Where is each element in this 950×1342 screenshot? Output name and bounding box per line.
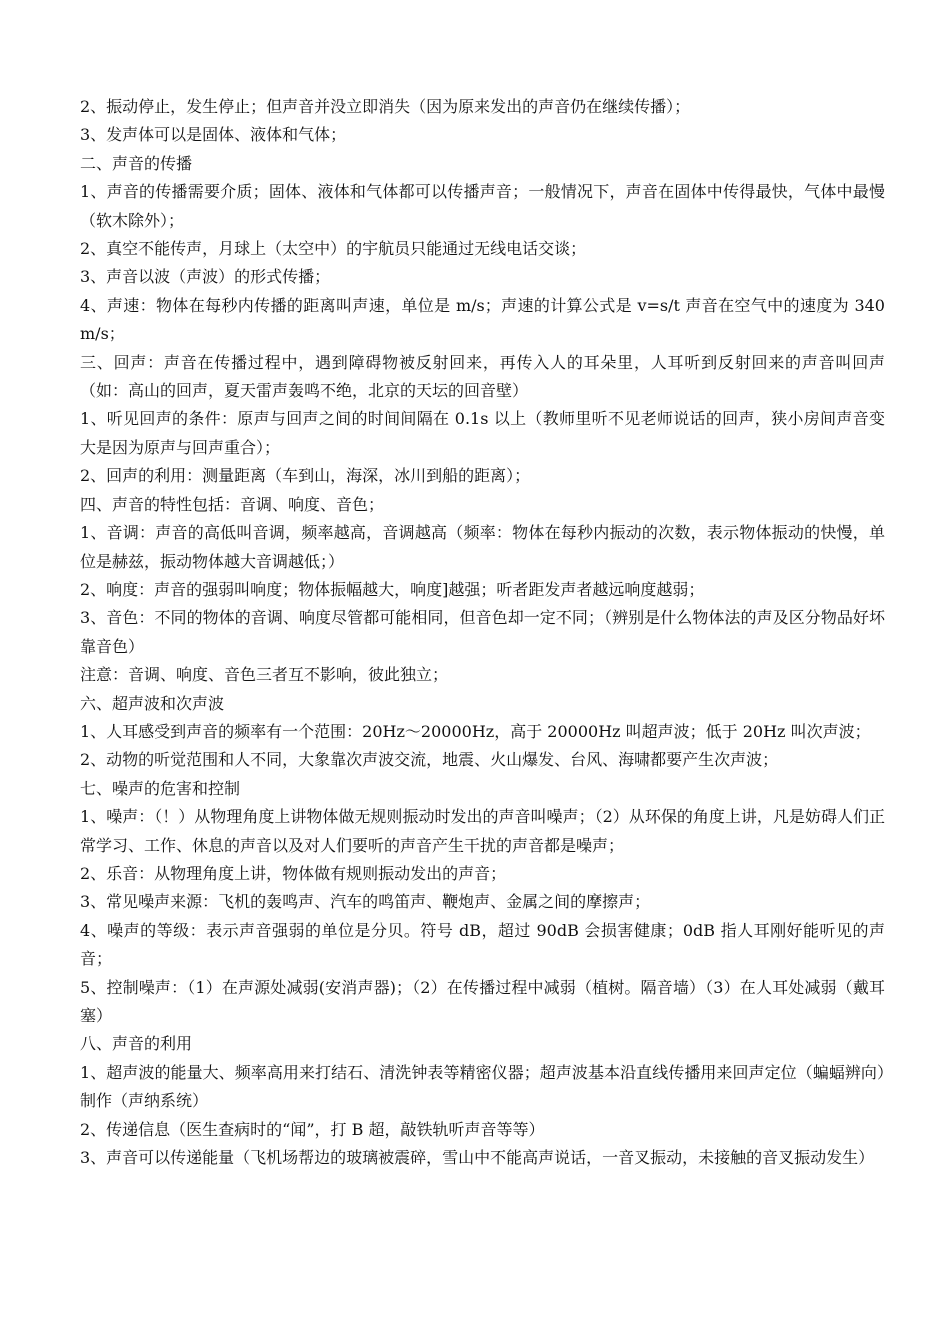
section-heading-uses: 八、声音的利用 xyxy=(80,1034,193,1054)
paragraph-24: 5、控制噪声：（1）在声源处减弱(安消声器)；（2）在传播过程中减弱（植树。隔音墙）（3）在人耳处减弱（戴耳塞） xyxy=(80,977,885,1025)
paragraph-22: 3、常见噪声来源：飞机的轰鸣声、汽车的鸣笛声、鞭炮声、金属之间的摩擦声； xyxy=(80,892,651,912)
paragraph-12: 1、音调：声音的高低叫音调，频率越高，音调越高（频率：物体在每秒内振动的次数，表示物体振动的快慢，单位是赫兹，振动物体越大音调越低；） xyxy=(80,523,885,571)
paragraph-26: 1、超声波的能量大、频率高用来打结石、清洗钟表等精密仪器；超声波基本沿直线传播用来回声定位（蝙蝠辨向）制作（声纳系统） xyxy=(80,1062,885,1111)
paragraph-23: 4、噪声的等级：表示声音强弱的单位是分贝。符号 dB，超过 90dB 会损害健康；0dB 指人耳刚好能听见的声音； xyxy=(80,920,885,969)
paragraph-14: 3、音色：不同的物体的音调、响度尽管都可能相同，但音色却一定不同；（辨别是什么物体法的声及区分物品好坏靠音色） xyxy=(80,608,885,656)
paragraph-20: 1、噪声：（！）从物理角度上讲物体做无规则振动时发出的声音叫噪声；（2）从环保的角度上讲，凡是妨碍人们正常学习、工作、休息的声音以及对人们要听的声音产生干扰的声音都是噪声； xyxy=(80,807,885,855)
paragraph-4: 1、声音的传播需要介质；固体、液体和气体都可以传播声音；一般情况下，声音在固体中传得最快，气体中最慢（软木除外）； xyxy=(80,182,885,230)
paragraph-6: 3、声音以波（声波）的形式传播； xyxy=(80,267,331,287)
note-paragraph: 注意：音调、响度、音色三者互不影响，彼此独立； xyxy=(80,665,449,685)
paragraph-18: 2、动物的听觉范围和人不同，大象靠次声波交流，地震、火山爆发、台风、海啸都要产生次声波； xyxy=(80,750,779,770)
section-heading-ultrasonic: 六、超声波和次声波 xyxy=(80,693,225,713)
paragraph-2: 3、发声体可以是固体、液体和气体； xyxy=(80,125,347,145)
paragraph-28: 3、声音可以传递能量（飞机场帮边的玻璃被震碎，雪山中不能高声说话，一音叉振动，未接触的音叉振动发生） xyxy=(80,1148,875,1168)
document-page xyxy=(80,93,885,1172)
paragraph-7: 4、声速：物体在每秒内传播的距离叫声速，单位是 m/s；声速的计算公式是 v=s/t 声音在空气中的速度为 340m/s； xyxy=(80,295,885,344)
paragraph-10: 2、回声的利用：测量距离（车到山，海深，冰川到船的距离）； xyxy=(80,466,531,486)
section-heading-noise: 七、噪声的危害和控制 xyxy=(80,778,241,798)
paragraph-17: 1、人耳感受到声音的频率有一个范围：20Hz～20000Hz，高于 20000Hz 叫超声波；低于 20Hz 叫次声波； xyxy=(80,721,871,741)
section-heading-characteristics: 四、声音的特性包括：音调、响度、音色； xyxy=(80,494,385,514)
paragraph-21: 2、乐音：从物理角度上讲，物体做有规则振动发出的声音； xyxy=(80,863,507,883)
section-heading-propagation: 二、声音的传播 xyxy=(80,153,193,173)
section-heading-echo: 三、回声：声音在传播过程中，遇到障碍物被反射回来，再传入人的耳朵里，人耳听到反射回来的声音叫回声（如：高山的回声，夏天雷声轰鸣不绝，北京的天坛的回音壁） xyxy=(80,352,885,401)
paragraph-9: 1、听见回声的条件：原声与回声之间的时间间隔在 0.1s 以上（教师里听不见老师说话的回声，狭小房间声音变大是因为原声与回声重合）； xyxy=(80,409,885,457)
paragraph-27: 2、传递信息（医生查病时的“闻”，打 B 超，敲铁轨听声音等等） xyxy=(80,1119,545,1139)
paragraph-5: 2、真空不能传声，月球上（太空中）的宇航员只能通过无线电话交谈； xyxy=(80,239,587,259)
paragraph-13: 2、响度：声音的强弱叫响度；物体振幅越大，响度]越强；听者距发声者越远响度越弱； xyxy=(80,579,705,599)
paragraph-1: 2、振动停止，发生停止；但声音并没立即消失（因为原来发出的声音仍在继续传播）； xyxy=(80,97,691,116)
